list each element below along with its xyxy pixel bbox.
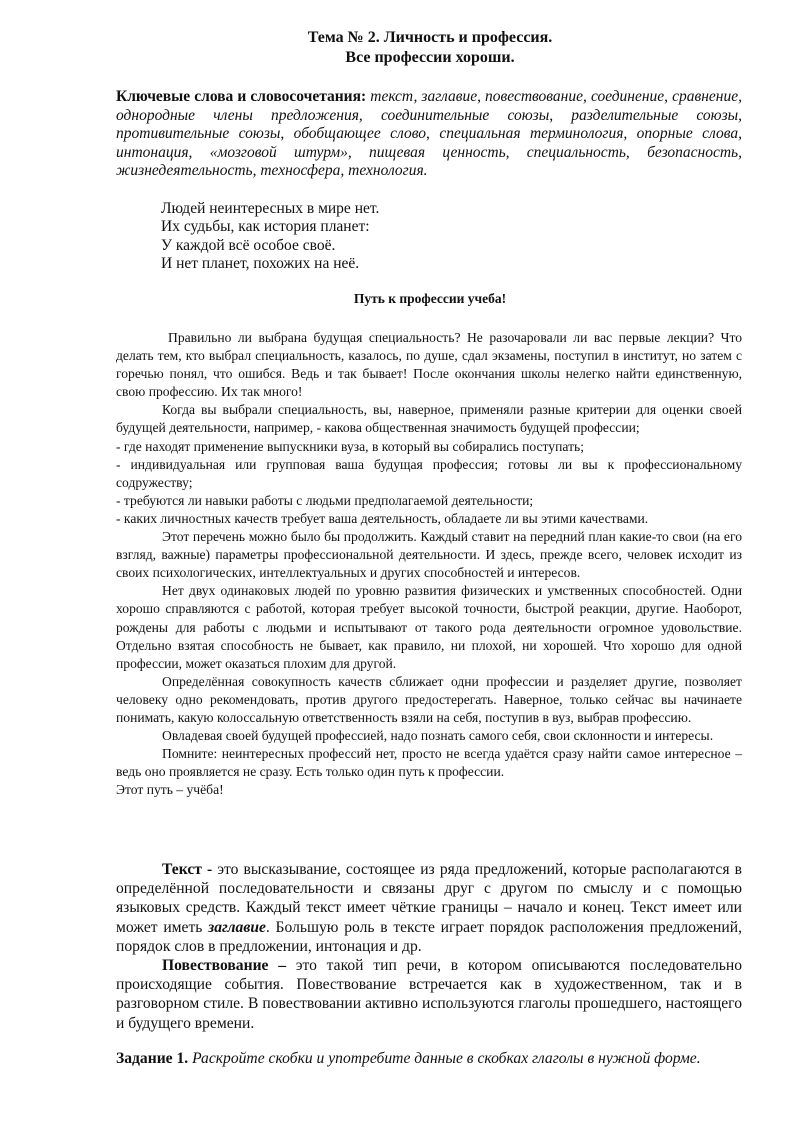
list-item: - где находят применение выпускники вуза, в который вы собирались поступать; (116, 438, 584, 454)
paragraph: Этот путь – учёба! (116, 782, 224, 798)
keywords-label: Ключевые слова и словосочетания: (116, 88, 367, 105)
term-narration: Повествование – (162, 957, 287, 975)
definition-text (116, 860, 742, 956)
page-title-line-1: Тема № 2. Личность и профессия. (307, 29, 553, 46)
paragraph: Помните: неинтересных профессий нет, просто не всегда удаётся сразу найти самое интересное – ведь оно проявляется не сразу. Есть только один путь к профессии. (116, 746, 742, 780)
task-label: Задание 1. (116, 1050, 189, 1067)
poem-line: И нет планет, похожих на неё. (161, 255, 360, 273)
keywords-block (116, 88, 742, 181)
task-text: Раскройте скобки и употребите данные в скобках глаголы в нужной форме. (188, 1050, 701, 1067)
definition-body: это такой тип речи, в котором описываются последовательно происходящие события. Повествование встречается как в художественном, так и в разговорном стиле. В повествовании активно используются глаголы прошедшего, настоящего и будущего времени. (116, 957, 742, 1032)
poem-line: Людей неинтересных в мире нет. (161, 200, 380, 217)
task-1 (116, 1049, 756, 1068)
term-text: Текст - (162, 861, 213, 878)
definition-narration (116, 956, 742, 1033)
term-title-word: заглавие (208, 918, 266, 936)
list-item: - каких личностных качеств требует ваша деятельность, обладаете ли вы этими качествами. (116, 510, 649, 526)
definition-body: . Большую роль в тексте играет порядок расположения предложений, порядок слов в предложении, интонация и др. (116, 918, 742, 955)
paragraph: Этот перечень можно было бы продолжить. Каждый ставит на передний план какие-то свои (на его взгляд, важные) параметры профессиональной деятельности. И здесь, прежде всего, человек исходит из своих психологических, интеллектуальных и других способностей и интересов. (116, 529, 742, 581)
paragraph: Овладевая своей будущей профессией, надо познать самого себя, свои склонности и интересы. (162, 728, 714, 744)
definition-body: это высказывание, состоящее из ряда предложений, которые располагаются в определённой последовательности и связаны друг с другом по смыслу и с помощью языковых средств. Каждый текст имеет чёткие границы – начало и конец. Текст имеет или может иметь (116, 861, 742, 936)
list-item: - индивидуальная или групповая ваша будущая профессия; готовы ли вы к профессиональному содружеству; (116, 456, 742, 490)
list-item: - требуются ли навыки работы с людьми предполагаемой деятельности; (116, 492, 534, 508)
section-title: Путь к профессии учеба! (353, 291, 507, 306)
epigraph-poem (161, 200, 379, 274)
poem-line: У каждой всё особое своё. (161, 236, 336, 254)
paragraph: Определённая совокупность качеств сближает одни профессии и разделяет другие, позволяет человеку одно рекомендовать, против другого предостерегать. Наверное, только сейчас вы начинаете понимать, какую колоссальную ответственность взяли на себя, поступив в вуз, выбрав профессию. (116, 673, 742, 725)
paragraph: Правильно ли выбрана будущая специальность? Не разочаровали ли вас первые лекции? Что делать тем, кто выбрал специальность, казалось, по душе, сдал экзамены, поступил в институт, но затем с горечью понял, что ошибся. Ведь и так бывает! После окончания школы нелегко найти единственную, свою профессию. Их так много! (116, 330, 742, 400)
article-body (116, 329, 742, 799)
definitions-block (116, 860, 742, 1033)
page-title-line-2: Все профессии хороши. (345, 49, 515, 66)
paragraph: Когда вы выбрали специальность, вы, наверное, применяли разные критерии для оценки своей будущей деятельности, например, - какова общественная значимость будущей профессии; (116, 402, 742, 436)
keywords-list: текст, заглавие, повествование, соединение, сравнение, однородные члены предложения, соединительные союзы, разделительные союзы, противительные союзы, обобщающее слово, специальная терминология, опорные слова, интонация, «мозговой штурм», пищевая ценность, специальность, безопасность, жизнедеятельность, техносфера, технология. (116, 88, 742, 180)
poem-line: Их судьбы, как история планет: (161, 218, 370, 236)
paragraph: Нет двух одинаковых людей по уровню развития физических и умственных способностей. Одни хорошо справляются с работой, которая требует высокой точности, быстрой реакции, другие. Наоборот, рождены для работы с людьми и испытывают от такого рода деятельности огромное удовольствие. Отдельно взятая способность не бывает, как правило, ни плохой, ни хорошей. Что хорошо для одной профессии, может оказаться плохим для другой. (116, 583, 742, 671)
